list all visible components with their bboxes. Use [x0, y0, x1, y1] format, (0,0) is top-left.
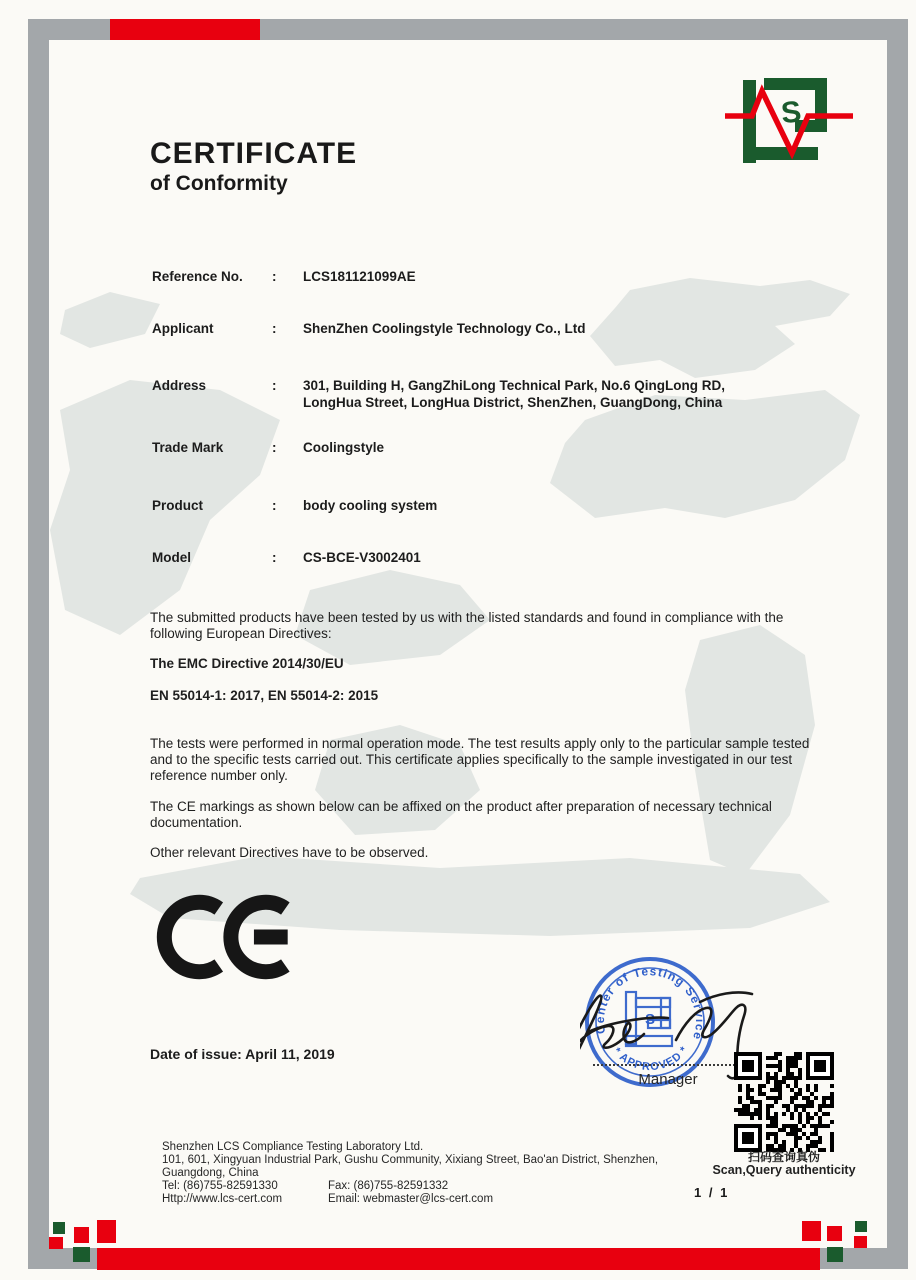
stamp-logo-letter-s: S: [645, 1011, 656, 1028]
footer-address-line1: 101, 601, Xingyuan Industrial Park, Gushu Community, Xixiang Street, Bao'an District, Shenzhen,: [162, 1154, 659, 1166]
footer-company: Shenzhen LCS Compliance Testing Laboratory Ltd.: [162, 1141, 424, 1153]
field-label: Product: [152, 498, 204, 513]
field-value: Coolingstyle: [303, 440, 385, 455]
paragraph-directive: The EMC Directive 2014/30/EU: [150, 656, 344, 671]
field-label: Trade Mark: [152, 440, 224, 455]
decor-square: [53, 1222, 65, 1234]
certificate-subtitle: of Conformity: [150, 172, 288, 195]
field-colon: :: [272, 550, 277, 565]
field-colon: :: [272, 378, 277, 393]
footer-tel: Tel: (86)755-82591330: [162, 1180, 278, 1192]
page-number: 1 / 1: [694, 1185, 730, 1200]
field-label: Address: [152, 378, 207, 393]
footer-web-email-row: [162, 1193, 658, 1206]
stamp-ring-text-top: Center of Testing Service: [592, 964, 708, 1043]
stamp-ring-text-bottom: * APPROVED *: [610, 1044, 691, 1074]
footer-fax: Fax: (86)755-82591332: [328, 1180, 449, 1192]
paragraph-compliance: The submitted products have been tested by us with the listed standards and found in compliance with the following European Directives:: [150, 610, 784, 641]
decor-square: [855, 1221, 867, 1232]
field-colon: :: [272, 440, 277, 455]
paragraph-ce-markings: The CE markings as shown below can be affixed on the product after preparation of necessary technical documentation.: [150, 799, 772, 830]
paragraph-other-directives: Other relevant Directives have to be observed.: [150, 845, 429, 860]
signer-title: Manager: [638, 1071, 698, 1088]
field-value: LCS181121099AE: [303, 269, 416, 284]
paragraph-standards: EN 55014-1: 2017, EN 55014-2: 2015: [150, 688, 379, 703]
field-value: CS-BCE-V3002401: [303, 550, 421, 565]
ce-mark-icon: [148, 888, 298, 986]
lcs-logo-letter-s: S: [779, 95, 803, 131]
footer-address-line2: Guangdong, China: [162, 1167, 259, 1179]
footer-email: Email: webmaster@lcs-cert.com: [328, 1193, 494, 1205]
field-value: ShenZhen Coolingstyle Technology Co., Ltd: [303, 321, 586, 336]
qr-caption-chinese: 扫码查询真伪: [747, 1150, 820, 1164]
certificate-title: CERTIFICATE: [150, 137, 358, 170]
field-label: Applicant: [152, 321, 214, 336]
decor-square: [827, 1247, 843, 1262]
field-colon: :: [272, 269, 277, 284]
decor-square: [97, 1220, 116, 1243]
field-colon: :: [272, 498, 277, 513]
field-value: 301, Building H, GangZhiLong Technical Park, No.6 QingLong RD, LongHua Street, LongHua District, ShenZhen, GuangDong, China: [303, 378, 726, 410]
signature-dotted-line: [593, 1064, 743, 1066]
field-label: Reference No.: [152, 269, 243, 284]
field-colon: :: [272, 321, 277, 336]
qr-caption-english: Scan,Query authenticity: [712, 1163, 856, 1177]
lcs-logo: [725, 75, 855, 180]
footer-web: Http://www.lcs-cert.com: [162, 1193, 283, 1205]
paragraph-tests: The tests were performed in normal operation mode. The test results apply only to the particular sample tested and to the specific tests carried out. This certificate applies specifically to the sample investigated in our test reference number only.: [150, 736, 810, 783]
title-block: [150, 138, 357, 196]
decor-square: [854, 1236, 867, 1248]
decor-square: [74, 1227, 89, 1243]
decor-square: [827, 1226, 842, 1241]
decor-square: [802, 1221, 821, 1241]
field-label: Model: [152, 550, 191, 565]
footer-block: [162, 1141, 658, 1206]
date-of-issue: Date of issue: April 11, 2019: [150, 1046, 335, 1062]
field-value: body cooling system: [303, 498, 438, 513]
decor-square: [73, 1247, 90, 1262]
qr-code: [734, 1052, 834, 1152]
footer-tel-fax-row: [162, 1180, 658, 1193]
top-red-accent-bar: [110, 19, 260, 40]
decor-square: [49, 1237, 63, 1249]
bottom-red-accent-bar: [97, 1248, 820, 1270]
